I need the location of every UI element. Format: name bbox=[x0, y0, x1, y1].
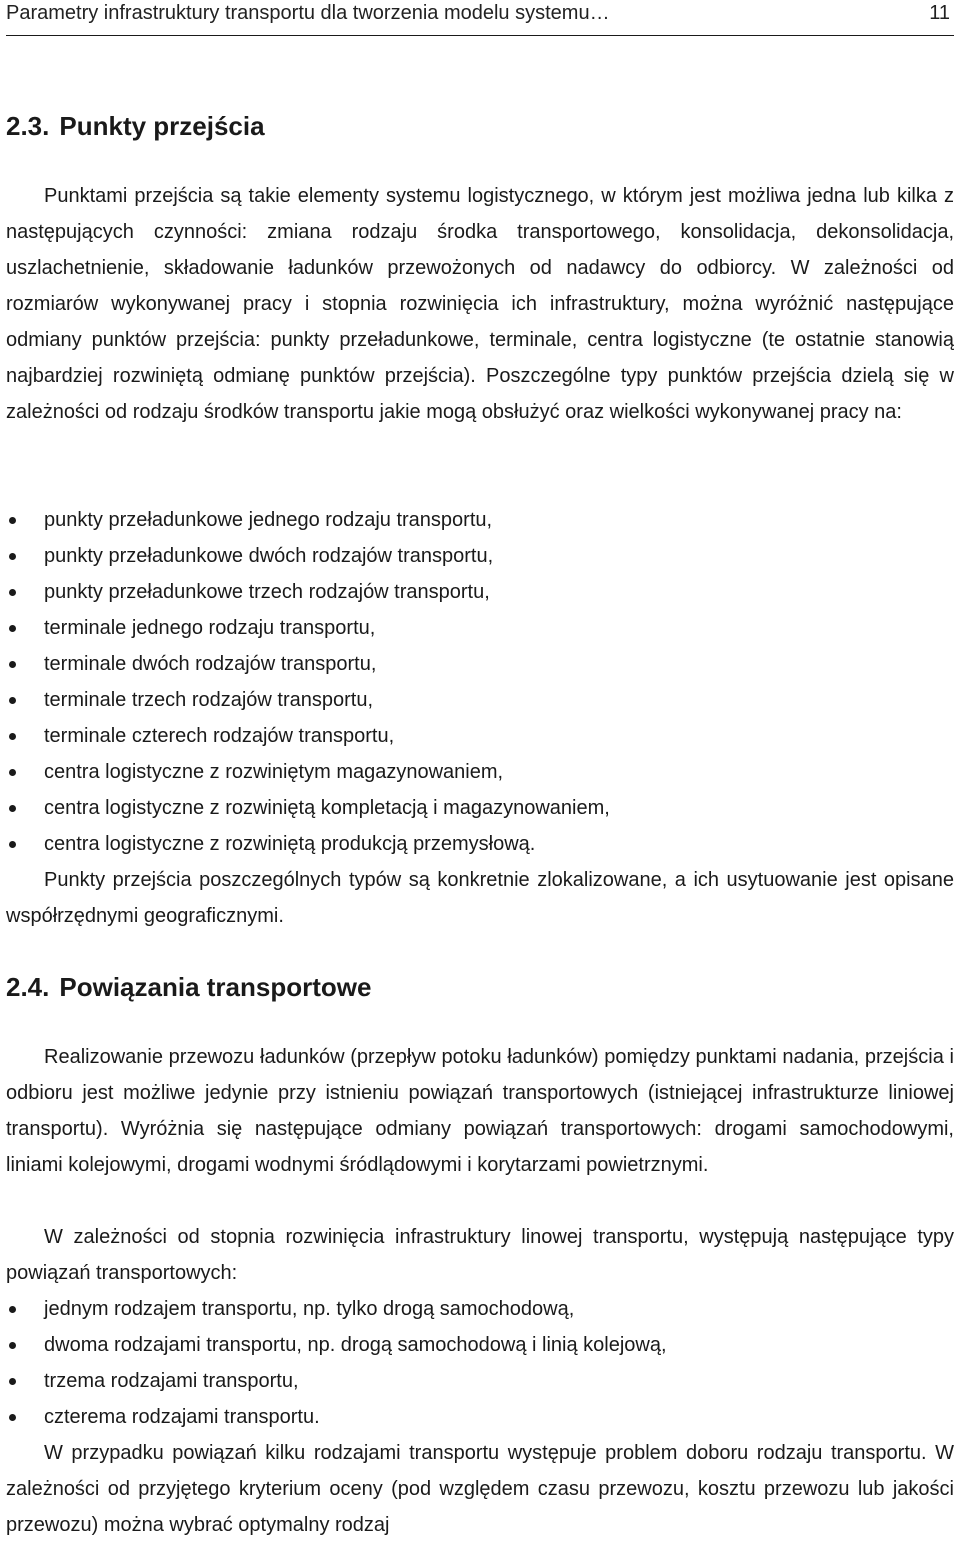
list-item: czterema rodzajami transportu. bbox=[6, 1399, 954, 1435]
bullet-list-connections bbox=[6, 1291, 954, 1435]
page-number: 11 bbox=[929, 2, 950, 24]
list-item: punkty przeładunkowe dwóch rodzajów transportu, bbox=[6, 538, 954, 574]
section-heading-2-4 bbox=[6, 972, 371, 1003]
paragraph: Punkty przejścia poszczególnych typów są konkretnie zlokalizowane, a ich usytuowanie jest opisane współrzędnymi geograficznymi. bbox=[6, 869, 954, 927]
list-item: terminale jednego rodzaju transportu, bbox=[6, 610, 954, 646]
paragraph: Punktami przejścia są takie elementy systemu logistycznego, w którym jest możliwa jedna lub kilka z następujących czynności: zmiana rodzaju środka transportowego, konsolidacja, dekonsolidacja, uszlachetnienie, składowanie ładunków przewożonych od nadawcy do odbiorcy. W zależności od rozmiarów wykonywanej pracy i stopnia rozwinięcia ich infrastruktury, można wyróżnić następujące odmiany punktów przejścia: punkty przeładunkowe, terminale, centra logistyczne (te ostatnie stanowią najbardziej rozwiniętą odmianę punktów przejścia). Poszczególne typy punktów przejścia dzielą się w zależności od rodzaju środków transportu jakie mogą obsłużyć oraz wielkości wykonywanej pracy na: bbox=[6, 185, 954, 423]
list-item: terminale trzech rodzajów transportu, bbox=[6, 682, 954, 718]
list-item: centra logistyczne z rozwiniętą kompletacją i magazynowaniem, bbox=[6, 790, 954, 826]
list-item: punkty przeładunkowe jednego rodzaju transportu, bbox=[6, 502, 954, 538]
list-item: trzema rodzajami transportu, bbox=[6, 1363, 954, 1399]
list-item: centra logistyczne z rozwiniętą produkcją przemysłową. bbox=[6, 826, 954, 862]
paragraph: W przypadku powiązań kilku rodzajami transportu występuje problem doboru rodzaju transportu. W zależności od przyjętego kryterium oceny (pod względem czasu przewozu, kosztu przewozu lub jakości przewozu) można wybrać optymalny rodzaj bbox=[6, 1442, 954, 1536]
running-header bbox=[6, 0, 954, 36]
section-title: Punkty przejścia bbox=[59, 111, 265, 141]
section-number: 2.3. bbox=[6, 111, 50, 141]
list-item: centra logistyczne z rozwiniętym magazynowaniem, bbox=[6, 754, 954, 790]
section-number: 2.4. bbox=[6, 972, 50, 1002]
section-heading-2-3 bbox=[6, 111, 265, 142]
running-title: Parametry infrastruktury transportu dla tworzenia modelu systemu… bbox=[6, 2, 610, 24]
list-item: terminale dwóch rodzajów transportu, bbox=[6, 646, 954, 682]
list-item: jednym rodzajem transportu, np. tylko drogą samochodową, bbox=[6, 1291, 954, 1327]
paragraph: W zależności od stopnia rozwinięcia infrastruktury linowej transportu, występują następujące typy powiązań transportowych: bbox=[6, 1226, 954, 1284]
list-item: dwoma rodzajami transportu, np. drogą samochodową i linią kolejową, bbox=[6, 1327, 954, 1363]
bullet-list-transition-points bbox=[6, 502, 954, 862]
list-item: terminale czterech rodzajów transportu, bbox=[6, 718, 954, 754]
section-title: Powiązania transportowe bbox=[59, 972, 372, 1002]
list-item: punkty przeładunkowe trzech rodzajów transportu, bbox=[6, 574, 954, 610]
paragraph: Realizowanie przewozu ładunków (przepływ potoku ładunków) pomiędzy punktami nadania, przejścia i odbioru jest możliwe jedynie przy istnieniu powiązań transportowych (istniejącej infrastrukturze liniowej transportu). Wyróżnia się następujące odmiany powiązań transportowych: drogami samochodowymi, liniami kolejowymi, drogami wodnymi śródlądowymi i korytarzami powietrznymi. bbox=[6, 1046, 954, 1176]
